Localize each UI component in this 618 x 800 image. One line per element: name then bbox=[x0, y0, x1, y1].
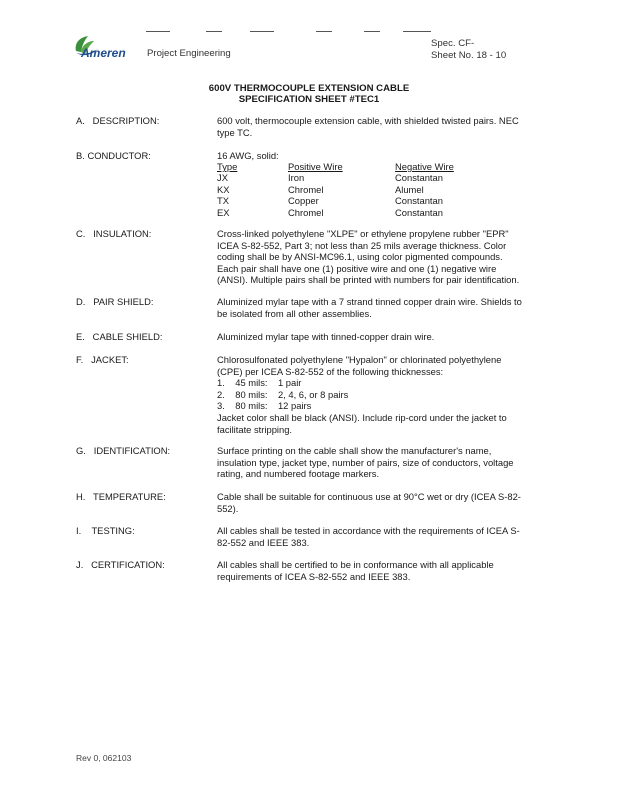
department-name: Project Engineering bbox=[147, 48, 231, 59]
section-body-certification bbox=[217, 559, 547, 582]
cell-positive: Iron bbox=[288, 172, 305, 183]
section-label-conductor: B. CONDUCTOR: bbox=[76, 150, 151, 161]
cell-type: EX bbox=[217, 206, 230, 218]
text-line: be isolated from all other assemblies. bbox=[217, 307, 372, 319]
section-label-pair-shield: D. PAIR SHIELD: bbox=[76, 296, 154, 307]
ameren-logo bbox=[72, 33, 138, 65]
header-rule bbox=[146, 31, 170, 32]
section-label-temperature: H. TEMPERATURE: bbox=[76, 491, 166, 502]
section-body-jacket bbox=[217, 354, 547, 435]
section-label-identification: G. IDENTIFICATION: bbox=[76, 445, 171, 456]
text-line: All cables shall be tested in accordance with the requirements of ICEA S- bbox=[217, 525, 520, 536]
jacket-thickness-item: 3. 80 mils: 12 pairs bbox=[217, 400, 312, 412]
header-type: Type bbox=[217, 161, 238, 172]
cell-positive: Chromel bbox=[288, 183, 324, 195]
cell-negative: Constantan bbox=[395, 206, 443, 218]
text-line: Surface printing on the cable shall show the manufacturer's name, bbox=[217, 445, 492, 456]
text-line: type TC. bbox=[217, 126, 253, 138]
conductor-intro: 16 AWG, solid: bbox=[217, 150, 279, 161]
table-row bbox=[217, 206, 443, 219]
sheet-number: Sheet No. 18 - 10 bbox=[431, 50, 507, 61]
text-line: (ANSI). Multiple pairs shall be printed with numbers for pair identification. bbox=[217, 274, 520, 286]
section-label-certification: J. CERTIFICATION: bbox=[76, 559, 165, 570]
text-line: 552). bbox=[217, 502, 239, 514]
table-row bbox=[217, 195, 443, 207]
revision-footer: Rev 0, 062103 bbox=[76, 753, 132, 763]
text-line: Aluminized mylar tape with tinned-copper drain wire. bbox=[217, 331, 435, 342]
text-line: Cross-linked polyethylene "XLPE" or ethylene propylene rubber "EPR" bbox=[217, 228, 509, 239]
section-body-cable-shield bbox=[217, 331, 547, 343]
header-rule bbox=[250, 31, 274, 32]
cell-negative: Alumel bbox=[395, 183, 424, 195]
text-line: Each pair shall have one (1) positive wire and one (1) negative wire bbox=[217, 262, 497, 274]
jacket-thickness-item: 1. 45 mils: 1 pair bbox=[217, 377, 302, 389]
header-negative-wire: Negative Wire bbox=[395, 161, 454, 172]
cell-type: TX bbox=[217, 195, 229, 206]
conductor-table-header bbox=[217, 161, 454, 173]
text-line: rating, and numbered footage markers. bbox=[217, 468, 380, 480]
document-title: 600V THERMOCOUPLE EXTENSION CABLE bbox=[208, 83, 410, 94]
section-label-testing: I. TESTING: bbox=[76, 525, 135, 536]
text-line: coding shall be by ANSI-MC96.1, using color pigmented compounds. bbox=[217, 251, 503, 263]
section-body-insulation bbox=[217, 228, 545, 286]
table-row bbox=[217, 183, 424, 196]
header-positive-wire: Positive Wire bbox=[288, 161, 343, 172]
header-rule bbox=[206, 31, 222, 32]
section-label-cable-shield: E. CABLE SHIELD: bbox=[76, 331, 163, 342]
text-line: (CPE) per ICEA S-82-552 of the following thicknesses: bbox=[217, 365, 444, 377]
section-body-temperature bbox=[217, 491, 547, 514]
text-line: Aluminized mylar tape with a 7 strand tinned copper drain wire. Shields to bbox=[217, 296, 522, 307]
cell-type: JX bbox=[217, 172, 228, 183]
text-line: Chlorosulfonated polyethylene "Hypalon" or chlorinated polyethylene bbox=[217, 354, 502, 365]
text-line: ICEA S-82-552, Part 3; not less than 25 mils average thickness. Color bbox=[217, 239, 507, 251]
cell-negative: Constantan bbox=[395, 172, 443, 183]
section-body-description bbox=[217, 115, 547, 138]
section-body-pair-shield bbox=[217, 296, 547, 319]
jacket-thickness-item: 2. 80 mils: 2, 4, 6, or 8 pairs bbox=[217, 388, 349, 400]
spec-number: Spec. CF- bbox=[431, 38, 475, 49]
document-subtitle: SPECIFICATION SHEET #TEC1 bbox=[238, 94, 380, 105]
text-line: facilitate stripping. bbox=[217, 423, 293, 435]
text-line: Cable shall be suitable for continuous use at 90°C wet or dry (ICEA S-82- bbox=[217, 491, 521, 502]
section-label-description: A. DESCRIPTION: bbox=[76, 115, 160, 126]
header-rule bbox=[403, 31, 431, 32]
section-label-insulation: C. INSULATION: bbox=[76, 228, 152, 239]
text-line: requirements of ICEA S-82-552 and IEEE 383. bbox=[217, 570, 411, 582]
table-row bbox=[217, 172, 443, 184]
section-body-identification bbox=[217, 445, 547, 480]
cell-type: KX bbox=[217, 183, 230, 195]
section-body-testing bbox=[217, 525, 547, 548]
text-line: insulation type, jacket type, number of pairs, size of conductors, voltage bbox=[217, 456, 514, 468]
text-line: All cables shall be certified to be in conformance with all applicable bbox=[217, 559, 494, 570]
header-rule bbox=[316, 31, 332, 32]
section-label-jacket: F. JACKET: bbox=[76, 354, 129, 365]
text-line: 82-552 and IEEE 383. bbox=[217, 536, 310, 548]
cell-positive: Copper bbox=[288, 195, 319, 206]
text-line: 600 volt, thermocouple extension cable, with shielded twisted pairs. NEC bbox=[217, 115, 519, 126]
header-rule bbox=[364, 31, 380, 32]
brand-name: Ameren bbox=[81, 46, 126, 60]
cell-positive: Chromel bbox=[288, 206, 324, 218]
text-line: Jacket color shall be black (ANSI). Include rip-cord under the jacket to bbox=[217, 411, 507, 423]
cell-negative: Constantan bbox=[395, 195, 443, 206]
